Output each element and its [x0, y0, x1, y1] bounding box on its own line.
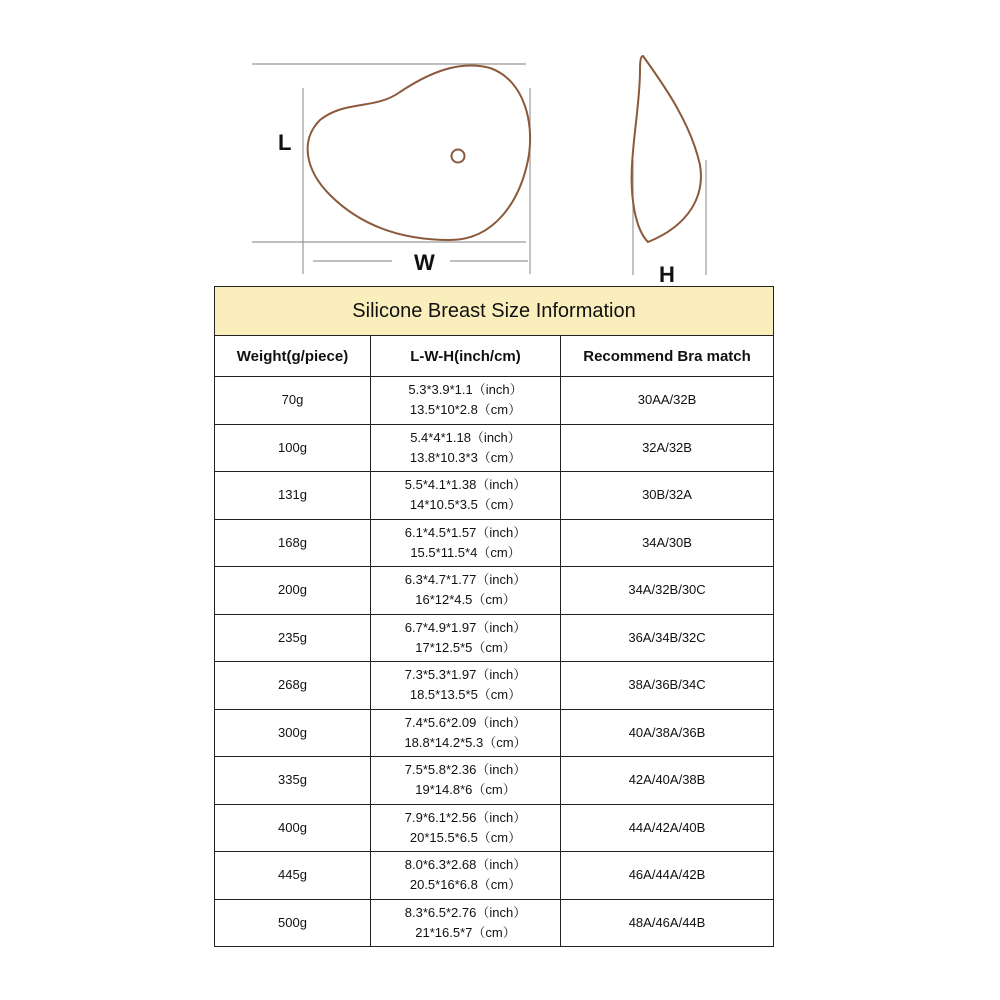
header-dimensions: L-W-H(inch/cm) [371, 336, 561, 377]
dimensions-cell [371, 424, 561, 472]
table-row [215, 567, 774, 615]
dimensions-cm: 13.8*10.3*3（cm） [409, 449, 522, 465]
dimensions-inch: 6.7*4.9*1.97（inch） [404, 619, 527, 635]
bra-match-cell: 30AA/32B [561, 377, 774, 425]
bra-match-cell: 44A/42A/40B [561, 804, 774, 852]
table-row [215, 804, 774, 852]
dimensions-inch: 7.4*5.6*2.09（inch） [404, 714, 527, 730]
weight-cell: 335g [215, 757, 371, 805]
dimensions-inch: 5.5*4.1*1.38（inch） [404, 477, 527, 493]
table-row [215, 377, 774, 425]
table-row [215, 472, 774, 520]
weight-cell: 70g [215, 377, 371, 425]
dimensions-cell [371, 757, 561, 805]
table-row [215, 899, 774, 947]
size-table [214, 286, 774, 947]
dimensions-cm: 16*12*4.5（cm） [415, 592, 516, 608]
dimensions-cell [371, 472, 561, 520]
dimensions-cell [371, 519, 561, 567]
dimensions-cm: 21*16.5*7（cm） [415, 924, 516, 940]
bra-match-cell: 48A/46A/44B [561, 899, 774, 947]
dimensions-cm: 17*12.5*5（cm） [415, 639, 516, 655]
bra-match-cell: 40A/38A/36B [561, 709, 774, 757]
header-bra-match: Recommend Bra match [561, 336, 774, 377]
weight-cell: 300g [215, 709, 371, 757]
dimensions-cell [371, 852, 561, 900]
weight-cell: 268g [215, 662, 371, 710]
table-body [215, 377, 774, 947]
weight-cell: 445g [215, 852, 371, 900]
weight-cell: 500g [215, 899, 371, 947]
weight-cell: 200g [215, 567, 371, 615]
title-row [215, 287, 774, 336]
dimensions-cell [371, 804, 561, 852]
size-table-container [214, 286, 773, 947]
dimensions-cell [371, 899, 561, 947]
header-row [215, 336, 774, 377]
weight-cell: 235g [215, 614, 371, 662]
dimensions-inch: 7.3*5.3*1.97（inch） [404, 667, 527, 683]
weight-cell: 100g [215, 424, 371, 472]
dimensions-cell [371, 614, 561, 662]
table-row [215, 709, 774, 757]
dimensions-inch: 7.9*6.1*2.56（inch） [404, 809, 527, 825]
length-label: L [278, 130, 292, 155]
dimensions-cm: 20.5*16*6.8（cm） [409, 877, 522, 893]
side-outline [632, 56, 701, 242]
dimensions-inch: 6.1*4.5*1.57（inch） [404, 524, 527, 540]
bra-match-cell: 42A/40A/38B [561, 757, 774, 805]
dimensions-cm: 18.8*14.2*5.3（cm） [404, 734, 527, 750]
dimensions-cm: 18.5*13.5*5（cm） [409, 687, 522, 703]
dimensions-cell [371, 567, 561, 615]
table-title: Silicone Breast Size Information [215, 287, 774, 336]
weight-cell: 131g [215, 472, 371, 520]
dimensions-cm: 14*10.5*3.5（cm） [409, 497, 522, 513]
dimensions-inch: 8.3*6.5*2.76（inch） [404, 904, 527, 920]
dimensions-cell [371, 377, 561, 425]
dimensions-cell [371, 662, 561, 710]
dimensions-inch: 7.5*5.8*2.36（inch） [404, 762, 527, 778]
dimensions-inch: 5.4*4*1.18（inch） [410, 429, 521, 445]
weight-cell: 168g [215, 519, 371, 567]
dimensions-cell [371, 709, 561, 757]
height-label: H [659, 262, 675, 287]
bra-match-cell: 32A/32B [561, 424, 774, 472]
bra-match-cell: 34A/30B [561, 519, 774, 567]
dimensions-inch: 6.3*4.7*1.77（inch） [404, 572, 527, 588]
bra-match-cell: 36A/34B/32C [561, 614, 774, 662]
weight-cell: 400g [215, 804, 371, 852]
dimensions-cm: 15.5*11.5*4（cm） [410, 544, 521, 560]
dimensions-inch: 8.0*6.3*2.68（inch） [404, 857, 527, 873]
bra-match-cell: 46A/44A/42B [561, 852, 774, 900]
header-weight: Weight(g/piece) [215, 336, 371, 377]
front-outline [308, 65, 530, 240]
dimensions-cm: 20*15.5*6.5（cm） [409, 829, 522, 845]
dimensions-inch: 5.3*3.9*1.1（inch） [408, 382, 523, 398]
table-row [215, 662, 774, 710]
table-row [215, 424, 774, 472]
bra-match-cell: 34A/32B/30C [561, 567, 774, 615]
dimensions-cm: 19*14.8*6（cm） [415, 782, 516, 798]
bra-match-cell: 30B/32A [561, 472, 774, 520]
table-row [215, 757, 774, 805]
table-row [215, 614, 774, 662]
dimensions-cm: 13.5*10*2.8（cm） [409, 402, 522, 418]
width-label: W [414, 250, 435, 275]
bra-match-cell: 38A/36B/34C [561, 662, 774, 710]
table-row [215, 852, 774, 900]
size-diagram [0, 0, 1000, 290]
table-row [215, 519, 774, 567]
nipple-mark [452, 150, 465, 163]
